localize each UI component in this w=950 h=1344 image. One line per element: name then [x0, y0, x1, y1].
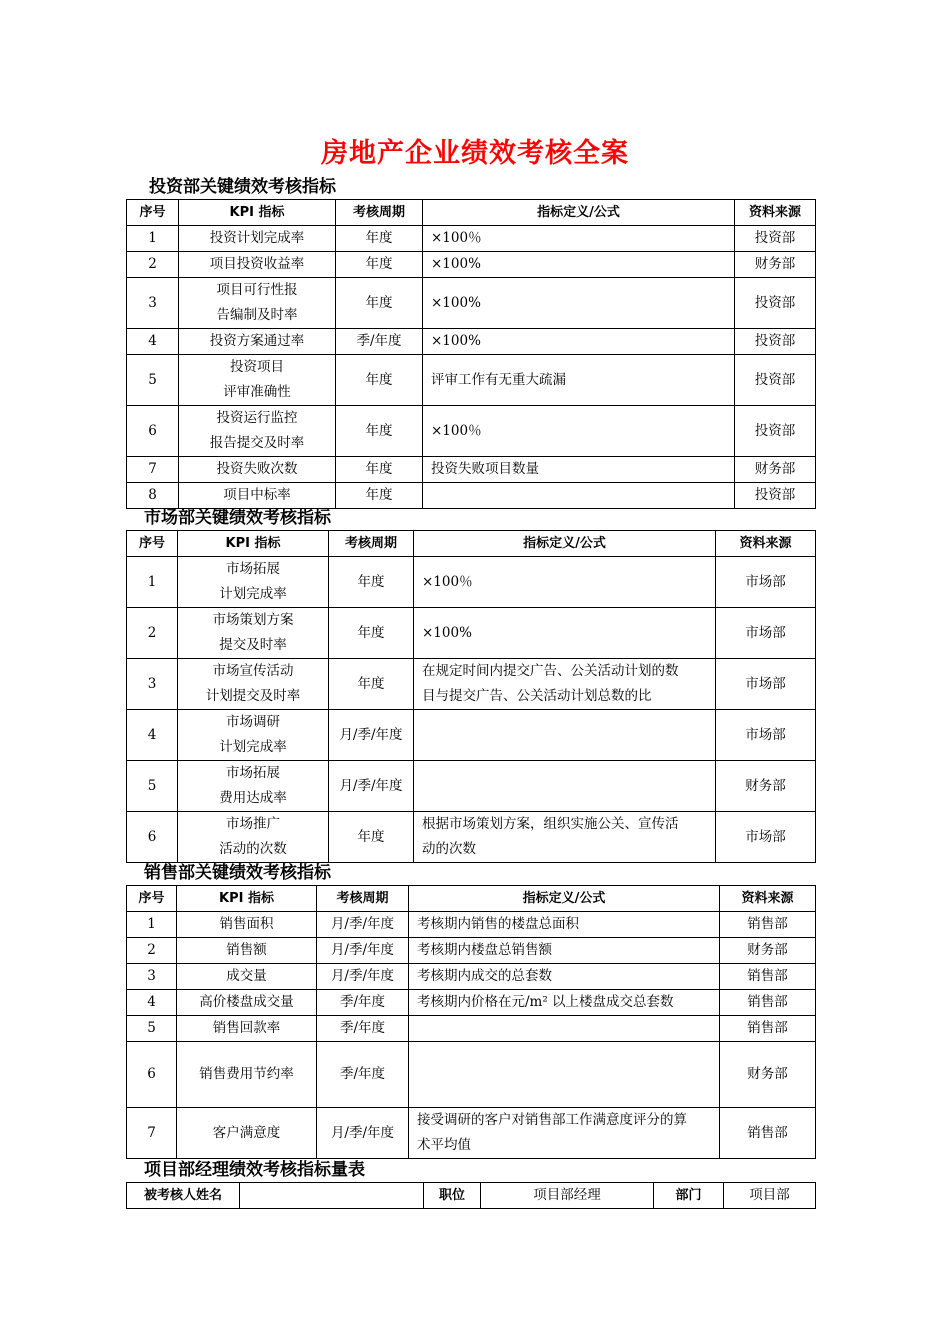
kpi-name [177, 990, 317, 1016]
kpi-name-line: 销售回款率 [212, 1020, 281, 1036]
data-source: 销售部 [720, 1016, 816, 1042]
table-row [127, 329, 816, 355]
assessment-period: 年度 [329, 557, 414, 608]
definition-line: ×100％ [431, 230, 482, 246]
table-row [127, 483, 816, 509]
kpi-name-line: 市场调研 [226, 714, 280, 730]
assessment-period: 月/季/年度 [317, 912, 409, 938]
assessment-period: 年度 [336, 483, 423, 509]
data-source: 销售部 [720, 990, 816, 1016]
definition-line: 投资失败项目数量 [431, 461, 539, 477]
market-section-heading: 市场部关键绩效考核指标 [144, 508, 331, 528]
kpi-name [179, 355, 336, 406]
kpi-name-line: 销售费用节约率 [199, 1066, 294, 1082]
row-number: 6 [127, 1042, 177, 1108]
definition [409, 1016, 720, 1042]
kpi-name-line: 销售面积 [219, 916, 274, 932]
assessment-period: 月/季/年度 [329, 761, 414, 812]
assessment-period: 季/年度 [317, 1016, 409, 1042]
definition-line: 评审工作有无重大疏漏 [431, 371, 566, 388]
dept-label: 部门 [654, 1183, 724, 1209]
kpi-name-line: 市场策划方案 [212, 612, 294, 628]
data-source: 市场部 [716, 608, 816, 659]
kpi-name-line: 销售额 [226, 942, 267, 958]
assessment-period: 年度 [329, 659, 414, 710]
kpi-name-line: 客户满意度 [212, 1124, 281, 1141]
document-title: 房地产企业绩效考核全案 [321, 138, 629, 169]
row-number: 8 [127, 483, 179, 509]
assessment-period: 年度 [336, 457, 423, 483]
kpi-name [178, 812, 329, 863]
assessment-period: 月/季/年度 [329, 710, 414, 761]
row-number: 7 [127, 1108, 177, 1159]
data-source: 投资部 [735, 329, 816, 355]
table-row [127, 659, 816, 710]
table-row [127, 457, 816, 483]
row-number: 5 [127, 355, 179, 406]
kpi-name-line: 评审准确性 [223, 384, 291, 400]
definition-line: ×100％ [422, 573, 473, 590]
definition [409, 964, 720, 990]
kpi-name-line: 投资失败次数 [216, 461, 298, 477]
kpi-name-line: 市场拓展 [226, 765, 280, 781]
definition-line: ×100% [422, 624, 472, 641]
kpi-name [179, 278, 336, 329]
kpi-name-line: 项目投资收益率 [209, 256, 305, 272]
assessment-period: 季/年度 [336, 329, 423, 355]
position-value: 项目部经理 [481, 1183, 654, 1209]
kpi-name-line: 投资方案通过率 [209, 333, 305, 349]
table-row [127, 608, 816, 659]
definition [414, 608, 716, 659]
row-number: 3 [127, 278, 179, 329]
table-row [127, 406, 816, 457]
table-row [127, 964, 816, 990]
kpi-name [178, 710, 329, 761]
kpi-name-line: 投资项目 [230, 359, 284, 375]
definition-line: 接受调研的客户对销售部工作满意度评分的算 [417, 1112, 687, 1128]
kpi-name [177, 1108, 317, 1159]
col-header-kpi: KPI 指标 [179, 200, 336, 226]
row-number: 2 [127, 252, 179, 278]
definition [409, 938, 720, 964]
name-value [240, 1183, 424, 1209]
table-row [127, 1042, 816, 1108]
col-header-period: 考核周期 [329, 531, 414, 557]
definition-line: 动的次数 [422, 841, 476, 857]
data-source: 财务部 [735, 252, 816, 278]
row-number: 1 [127, 557, 178, 608]
assessment-period: 年度 [329, 812, 414, 863]
row-number: 3 [127, 659, 178, 710]
definition [409, 990, 720, 1016]
definition [423, 329, 735, 355]
kpi-name-line: 项目中标率 [223, 487, 291, 503]
definition [414, 557, 716, 608]
data-source: 财务部 [720, 1042, 816, 1108]
kpi-name [177, 964, 317, 990]
row-number: 2 [127, 608, 178, 659]
definition [423, 278, 735, 329]
kpi-name [179, 483, 336, 509]
kpi-name [179, 457, 336, 483]
kpi-name [177, 1042, 317, 1108]
kpi-name [178, 659, 329, 710]
col-header-source: 资料来源 [735, 200, 816, 226]
assessment-period: 年度 [336, 278, 423, 329]
row-number: 6 [127, 812, 178, 863]
definition [423, 406, 735, 457]
header-row [127, 886, 816, 912]
header-row [127, 531, 816, 557]
row-number: 1 [127, 912, 177, 938]
assessment-period: 月/季/年度 [317, 1108, 409, 1159]
kpi-name [179, 406, 336, 457]
col-header-kpi: KPI 指标 [177, 886, 317, 912]
row-number: 5 [127, 761, 178, 812]
kpi-name-line: 提交及时率 [219, 637, 287, 653]
col-header-kpi: KPI 指标 [178, 531, 329, 557]
data-source: 投资部 [735, 406, 816, 457]
kpi-name-line: 市场宣传活动 [212, 663, 294, 679]
definition [409, 1108, 720, 1159]
position-label: 职位 [424, 1183, 481, 1209]
kpi-name-line: 费用达成率 [219, 790, 287, 806]
definition-line: 考核期内价格在元/m² 以上楼盘成交总套数 [417, 994, 674, 1010]
definition-line: 术平均值 [417, 1137, 471, 1153]
table-row [127, 912, 816, 938]
kpi-name [177, 938, 317, 964]
definition [414, 710, 716, 761]
definition-line: 目与提交广告、公关活动计划总数的比 [422, 688, 652, 704]
data-source: 投资部 [735, 355, 816, 406]
table-row [127, 710, 816, 761]
definition-line: 考核期内销售的楼盘总面积 [417, 916, 579, 932]
pm-section-heading: 项目部经理绩效考核指标量表 [144, 1160, 365, 1180]
data-source: 投资部 [735, 483, 816, 509]
definition [409, 912, 720, 938]
market-kpi-table [126, 530, 816, 863]
dept-value: 项目部 [724, 1183, 816, 1209]
row-number: 4 [127, 990, 177, 1016]
col-header-period: 考核周期 [336, 200, 423, 226]
data-source: 销售部 [720, 912, 816, 938]
col-header-period: 考核周期 [317, 886, 409, 912]
data-source: 投资部 [735, 278, 816, 329]
definition-line: ×100％ [431, 422, 482, 439]
kpi-name-line: 告编制及时率 [216, 307, 298, 323]
assessment-period: 月/季/年度 [317, 964, 409, 990]
table-row [127, 1108, 816, 1159]
col-header-seq: 序号 [127, 886, 177, 912]
kpi-name-line: 高价楼盘成交量 [199, 994, 294, 1010]
definition [414, 659, 716, 710]
definition [409, 1042, 720, 1108]
kpi-name [178, 557, 329, 608]
table-row [127, 355, 816, 406]
definition [423, 483, 735, 509]
investment-section-heading: 投资部关键绩效考核指标 [149, 177, 336, 197]
kpi-name [178, 608, 329, 659]
kpi-name-line: 市场推广 [226, 816, 280, 832]
sales-section-heading: 销售部关键绩效考核指标 [144, 863, 331, 883]
row-number: 3 [127, 964, 177, 990]
row-number: 5 [127, 1016, 177, 1042]
table-row [127, 1016, 816, 1042]
kpi-name [179, 329, 336, 355]
name-label: 被考核人姓名 [127, 1183, 240, 1209]
definition-line: 考核期内楼盘总销售额 [417, 942, 552, 958]
kpi-name [179, 226, 336, 252]
kpi-name-line: 计划完成率 [219, 586, 287, 602]
kpi-name [179, 252, 336, 278]
assessment-period: 月/季/年度 [317, 938, 409, 964]
definition-line: ×100% [431, 294, 481, 311]
definition [423, 226, 735, 252]
table-row [127, 990, 816, 1016]
kpi-name [178, 761, 329, 812]
kpi-name-line: 计划提交及时率 [205, 688, 301, 704]
col-header-definition: 指标定义/公式 [409, 886, 720, 912]
data-source: 市场部 [716, 659, 816, 710]
row-number: 4 [127, 710, 178, 761]
definition-line: ×100% [431, 333, 481, 349]
data-source: 市场部 [716, 710, 816, 761]
assessment-period: 季/年度 [317, 1042, 409, 1108]
kpi-name-line: 投资计划完成率 [209, 230, 305, 246]
assessment-period: 年度 [329, 608, 414, 659]
kpi-name-line: 投资运行监控 [216, 410, 298, 426]
assessment-period: 年度 [336, 252, 423, 278]
table-row [127, 252, 816, 278]
data-source: 财务部 [735, 457, 816, 483]
data-source: 市场部 [716, 557, 816, 608]
definition-line: ×100% [431, 256, 481, 272]
assessment-period: 年度 [336, 355, 423, 406]
definition-line: 根据市场策划方案，组织实施公关、宣传活 [422, 816, 679, 832]
assessment-period: 年度 [336, 406, 423, 457]
col-header-seq: 序号 [127, 200, 179, 226]
definition [414, 761, 716, 812]
data-source: 销售部 [720, 1108, 816, 1159]
table-row [127, 278, 816, 329]
sales-kpi-table [126, 885, 816, 1159]
data-source: 销售部 [720, 964, 816, 990]
kpi-name-line: 活动的次数 [219, 841, 287, 857]
kpi-name-line: 计划完成率 [219, 739, 287, 755]
data-source: 市场部 [716, 812, 816, 863]
col-header-source: 资料来源 [720, 886, 816, 912]
assessment-period: 年度 [336, 226, 423, 252]
data-source: 财务部 [716, 761, 816, 812]
definition-line: 考核期内成交的总套数 [417, 968, 552, 984]
kpi-name-line: 成交量 [226, 968, 267, 984]
kpi-name-line: 市场拓展 [226, 561, 280, 577]
data-source: 投资部 [735, 226, 816, 252]
col-header-seq: 序号 [127, 531, 178, 557]
investment-kpi-table [126, 199, 816, 509]
col-header-definition: 指标定义/公式 [423, 200, 735, 226]
header-row [127, 200, 816, 226]
pm-info-table [126, 1182, 816, 1209]
row-number: 6 [127, 406, 179, 457]
definition [414, 812, 716, 863]
col-header-source: 资料来源 [716, 531, 816, 557]
definition [423, 355, 735, 406]
definition [423, 457, 735, 483]
table-row [127, 226, 816, 252]
definition [423, 252, 735, 278]
definition-line: 在规定时间内提交广告、公关活动计划的数 [422, 663, 679, 679]
row-number: 7 [127, 457, 179, 483]
assessment-period: 季/年度 [317, 990, 409, 1016]
table-row [127, 557, 816, 608]
kpi-name-line: 报告提交及时率 [209, 435, 305, 451]
row-number: 2 [127, 938, 177, 964]
kpi-name-line: 项目可行性报 [216, 282, 298, 298]
table-row [127, 812, 816, 863]
table-row [127, 761, 816, 812]
table-row [127, 938, 816, 964]
col-header-definition: 指标定义/公式 [414, 531, 716, 557]
row-number: 4 [127, 329, 179, 355]
data-source: 财务部 [720, 938, 816, 964]
kpi-name [177, 1016, 317, 1042]
row-number: 1 [127, 226, 179, 252]
kpi-name [177, 912, 317, 938]
